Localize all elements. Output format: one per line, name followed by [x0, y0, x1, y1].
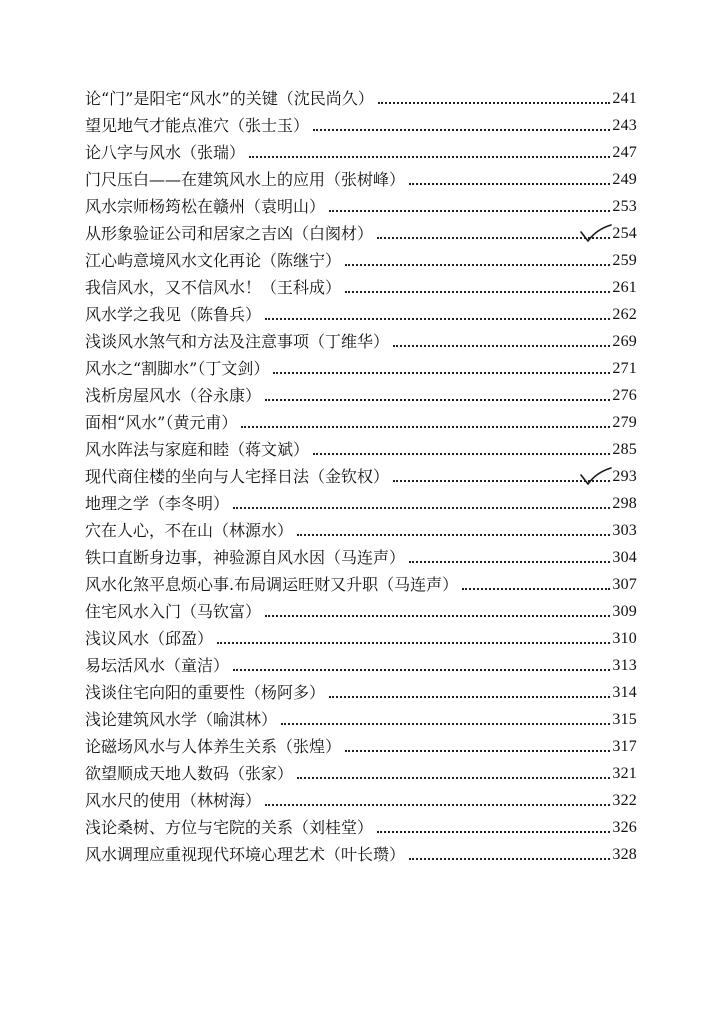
- dot-leader: [241, 426, 610, 428]
- handwritten-check-mark-icon: [579, 465, 613, 487]
- toc-entry-page-number: 243: [612, 117, 637, 134]
- toc-entry-title: 浅谈风水煞气和方法及注意事项（丁维华）: [85, 332, 390, 351]
- toc-entry-page-number: 303: [612, 522, 637, 539]
- toc-entry[interactable]: [85, 568, 637, 595]
- toc-entry-title: 论八字与风水（张瑞）: [85, 143, 246, 162]
- toc-entry[interactable]: [85, 217, 637, 244]
- toc-entry-page-number: 310: [612, 630, 637, 647]
- dot-leader: [393, 345, 610, 347]
- toc-entry-page-number: 309: [612, 603, 637, 620]
- toc-entry-title: 浅析房屋风水（谷永康）: [85, 386, 262, 405]
- toc-entry-title: 江心屿意境风水文化再论（陈继宁）: [85, 251, 342, 270]
- toc-entry-page-number: 276: [612, 387, 637, 404]
- toc-entry-title: 风水之“割脚水”（丁文剑）: [85, 359, 270, 378]
- dot-leader: [249, 156, 610, 158]
- toc-entry-page-number: 304: [612, 549, 637, 566]
- dot-leader: [313, 453, 610, 455]
- toc-entry[interactable]: [85, 298, 637, 325]
- toc-entry-title: 浅议风水（邱盈）: [85, 629, 214, 648]
- toc-entry[interactable]: [85, 784, 637, 811]
- toc-entry-title: 穴在人心，不在山（林源水）: [85, 521, 294, 540]
- toc-entry-page-number: 279: [612, 414, 637, 431]
- toc-entry-title: 门尺压白——在建筑风水上的应用（张树峰）: [85, 170, 406, 189]
- toc-entry[interactable]: [85, 487, 637, 514]
- toc-entry[interactable]: [85, 676, 637, 703]
- toc-entry-title: 易坛活风水（童洁）: [85, 656, 230, 675]
- toc-entry-title: 风水宗师杨筠松在赣州（袁明山）: [85, 197, 326, 216]
- toc-entry-title: 地理之学（李冬明）: [85, 494, 230, 513]
- toc-entry-title: 现代商住楼的坐向与人宅择日法（金钦权）: [85, 467, 390, 486]
- dot-leader: [345, 264, 610, 266]
- toc-entry-title: 风水学之我见（陈鲁兵）: [85, 305, 262, 324]
- dot-leader: [233, 669, 610, 671]
- dot-leader: [297, 534, 610, 536]
- dot-leader: [233, 507, 610, 509]
- toc-entry-page-number: 247: [612, 144, 637, 161]
- dot-leader: [265, 804, 610, 806]
- toc-entry-page-number: 326: [612, 819, 637, 836]
- toc-entry-title: 风水尺的使用（林树海）: [85, 791, 262, 810]
- toc-entry-title: 我信风水，又不信风水！（王科成）: [85, 278, 342, 297]
- toc-entry-page-number: 298: [612, 495, 637, 512]
- toc-entry-page-number: 313: [612, 657, 637, 674]
- toc-entry-title: 风水化煞平息烦心事.布局调运旺财又升职（马连声）: [85, 575, 459, 594]
- toc-entry[interactable]: [85, 109, 637, 136]
- toc-entry[interactable]: [85, 82, 637, 109]
- toc-entry[interactable]: [85, 757, 637, 784]
- toc-entry[interactable]: [85, 730, 637, 757]
- handwritten-check-mark-icon: [579, 222, 613, 244]
- dot-leader: [297, 777, 610, 779]
- dot-leader: [377, 237, 610, 239]
- dot-leader: [265, 399, 610, 401]
- dot-leader: [273, 372, 610, 374]
- toc-entry-title: 住宅风水入门（马钦富）: [85, 602, 262, 621]
- dot-leader: [409, 183, 610, 185]
- dot-leader: [217, 642, 610, 644]
- toc-entry-page-number: 261: [612, 279, 637, 296]
- toc-entry[interactable]: [85, 703, 637, 730]
- toc-entry[interactable]: [85, 595, 637, 622]
- toc-entry-title: 望见地气才能点准穴（张士玉）: [85, 116, 310, 135]
- toc-entry-title: 浅论桑树、方位与宅院的关系（刘桂堂）: [85, 818, 374, 837]
- dot-leader: [378, 102, 611, 104]
- toc-entry-page-number: 322: [612, 792, 637, 809]
- toc-entry-page-number: 262: [612, 306, 637, 323]
- table-of-contents: [85, 82, 637, 865]
- toc-entry[interactable]: [85, 379, 637, 406]
- dot-leader: [409, 858, 610, 860]
- dot-leader: [377, 831, 610, 833]
- toc-entry[interactable]: [85, 811, 637, 838]
- toc-entry[interactable]: [85, 352, 637, 379]
- dot-leader: [329, 696, 610, 698]
- toc-entry-page-number: 249: [612, 171, 637, 188]
- toc-entry-title: 从形象验证公司和居家之吉凶（白阂材）: [85, 224, 374, 243]
- dot-leader: [409, 561, 610, 563]
- toc-entry[interactable]: [85, 514, 637, 541]
- toc-entry[interactable]: [85, 244, 637, 271]
- toc-entry-page-number: 285: [612, 441, 637, 458]
- toc-entry-page-number: 321: [612, 765, 637, 782]
- toc-entry-title: 论磁场风水与人体养生关系（张煌）: [85, 737, 342, 756]
- dot-leader: [265, 615, 610, 617]
- dot-leader: [393, 480, 610, 482]
- toc-entry[interactable]: [85, 406, 637, 433]
- toc-entry-page-number: 307: [612, 576, 637, 593]
- dot-leader: [265, 318, 610, 320]
- toc-entry-title: 面相“风水”（黄元甫）: [85, 413, 238, 432]
- toc-entry[interactable]: [85, 190, 637, 217]
- toc-entry-page-number: 253: [612, 198, 637, 215]
- toc-entry[interactable]: [85, 541, 637, 568]
- toc-entry-page-number: 315: [612, 711, 637, 728]
- toc-entry-page-number: 269: [612, 333, 637, 350]
- toc-entry[interactable]: [85, 433, 637, 460]
- toc-entry-title: 浅谈住宅向阳的重要性（杨阿多）: [85, 683, 326, 702]
- toc-entry[interactable]: [85, 622, 637, 649]
- toc-entry-title: 铁口直断身边事，神验源自风水因（马连声）: [85, 548, 406, 567]
- toc-entry-page-number: 317: [612, 738, 637, 755]
- dot-leader: [462, 588, 610, 590]
- toc-entry-page-number: 259: [612, 252, 637, 269]
- dot-leader: [329, 210, 610, 212]
- toc-entry[interactable]: [85, 838, 637, 865]
- toc-entry-title: 风水阵法与家庭和睦（蒋文斌）: [85, 440, 310, 459]
- toc-entry-page-number: 271: [612, 360, 637, 377]
- toc-entry[interactable]: [85, 460, 637, 487]
- toc-entry-page-number: 328: [612, 846, 637, 863]
- toc-entry[interactable]: [85, 136, 637, 163]
- toc-entry[interactable]: [85, 271, 637, 298]
- toc-entry[interactable]: [85, 649, 637, 676]
- toc-entry-page-number: 314: [612, 684, 637, 701]
- toc-entry-title: 风水调理应重视现代环境心理艺术（叶长瓒）: [85, 845, 406, 864]
- toc-entry-page-number: 241: [612, 90, 637, 107]
- toc-entry-page-number: 293: [612, 468, 637, 485]
- toc-entry[interactable]: [85, 325, 637, 352]
- toc-entry-title: 论“门”是阳宅“风水”的关键（沈民尚久）: [85, 89, 374, 108]
- dot-leader: [345, 291, 610, 293]
- dot-leader: [281, 723, 610, 725]
- toc-entry-title: 浅论建筑风水学（喻淇林）: [85, 710, 278, 729]
- toc-entry[interactable]: [85, 163, 637, 190]
- dot-leader: [345, 750, 610, 752]
- toc-entry-page-number: 254: [612, 225, 637, 242]
- toc-entry-title: 欲望顺成天地人数码（张家）: [85, 764, 294, 783]
- dot-leader: [313, 129, 610, 131]
